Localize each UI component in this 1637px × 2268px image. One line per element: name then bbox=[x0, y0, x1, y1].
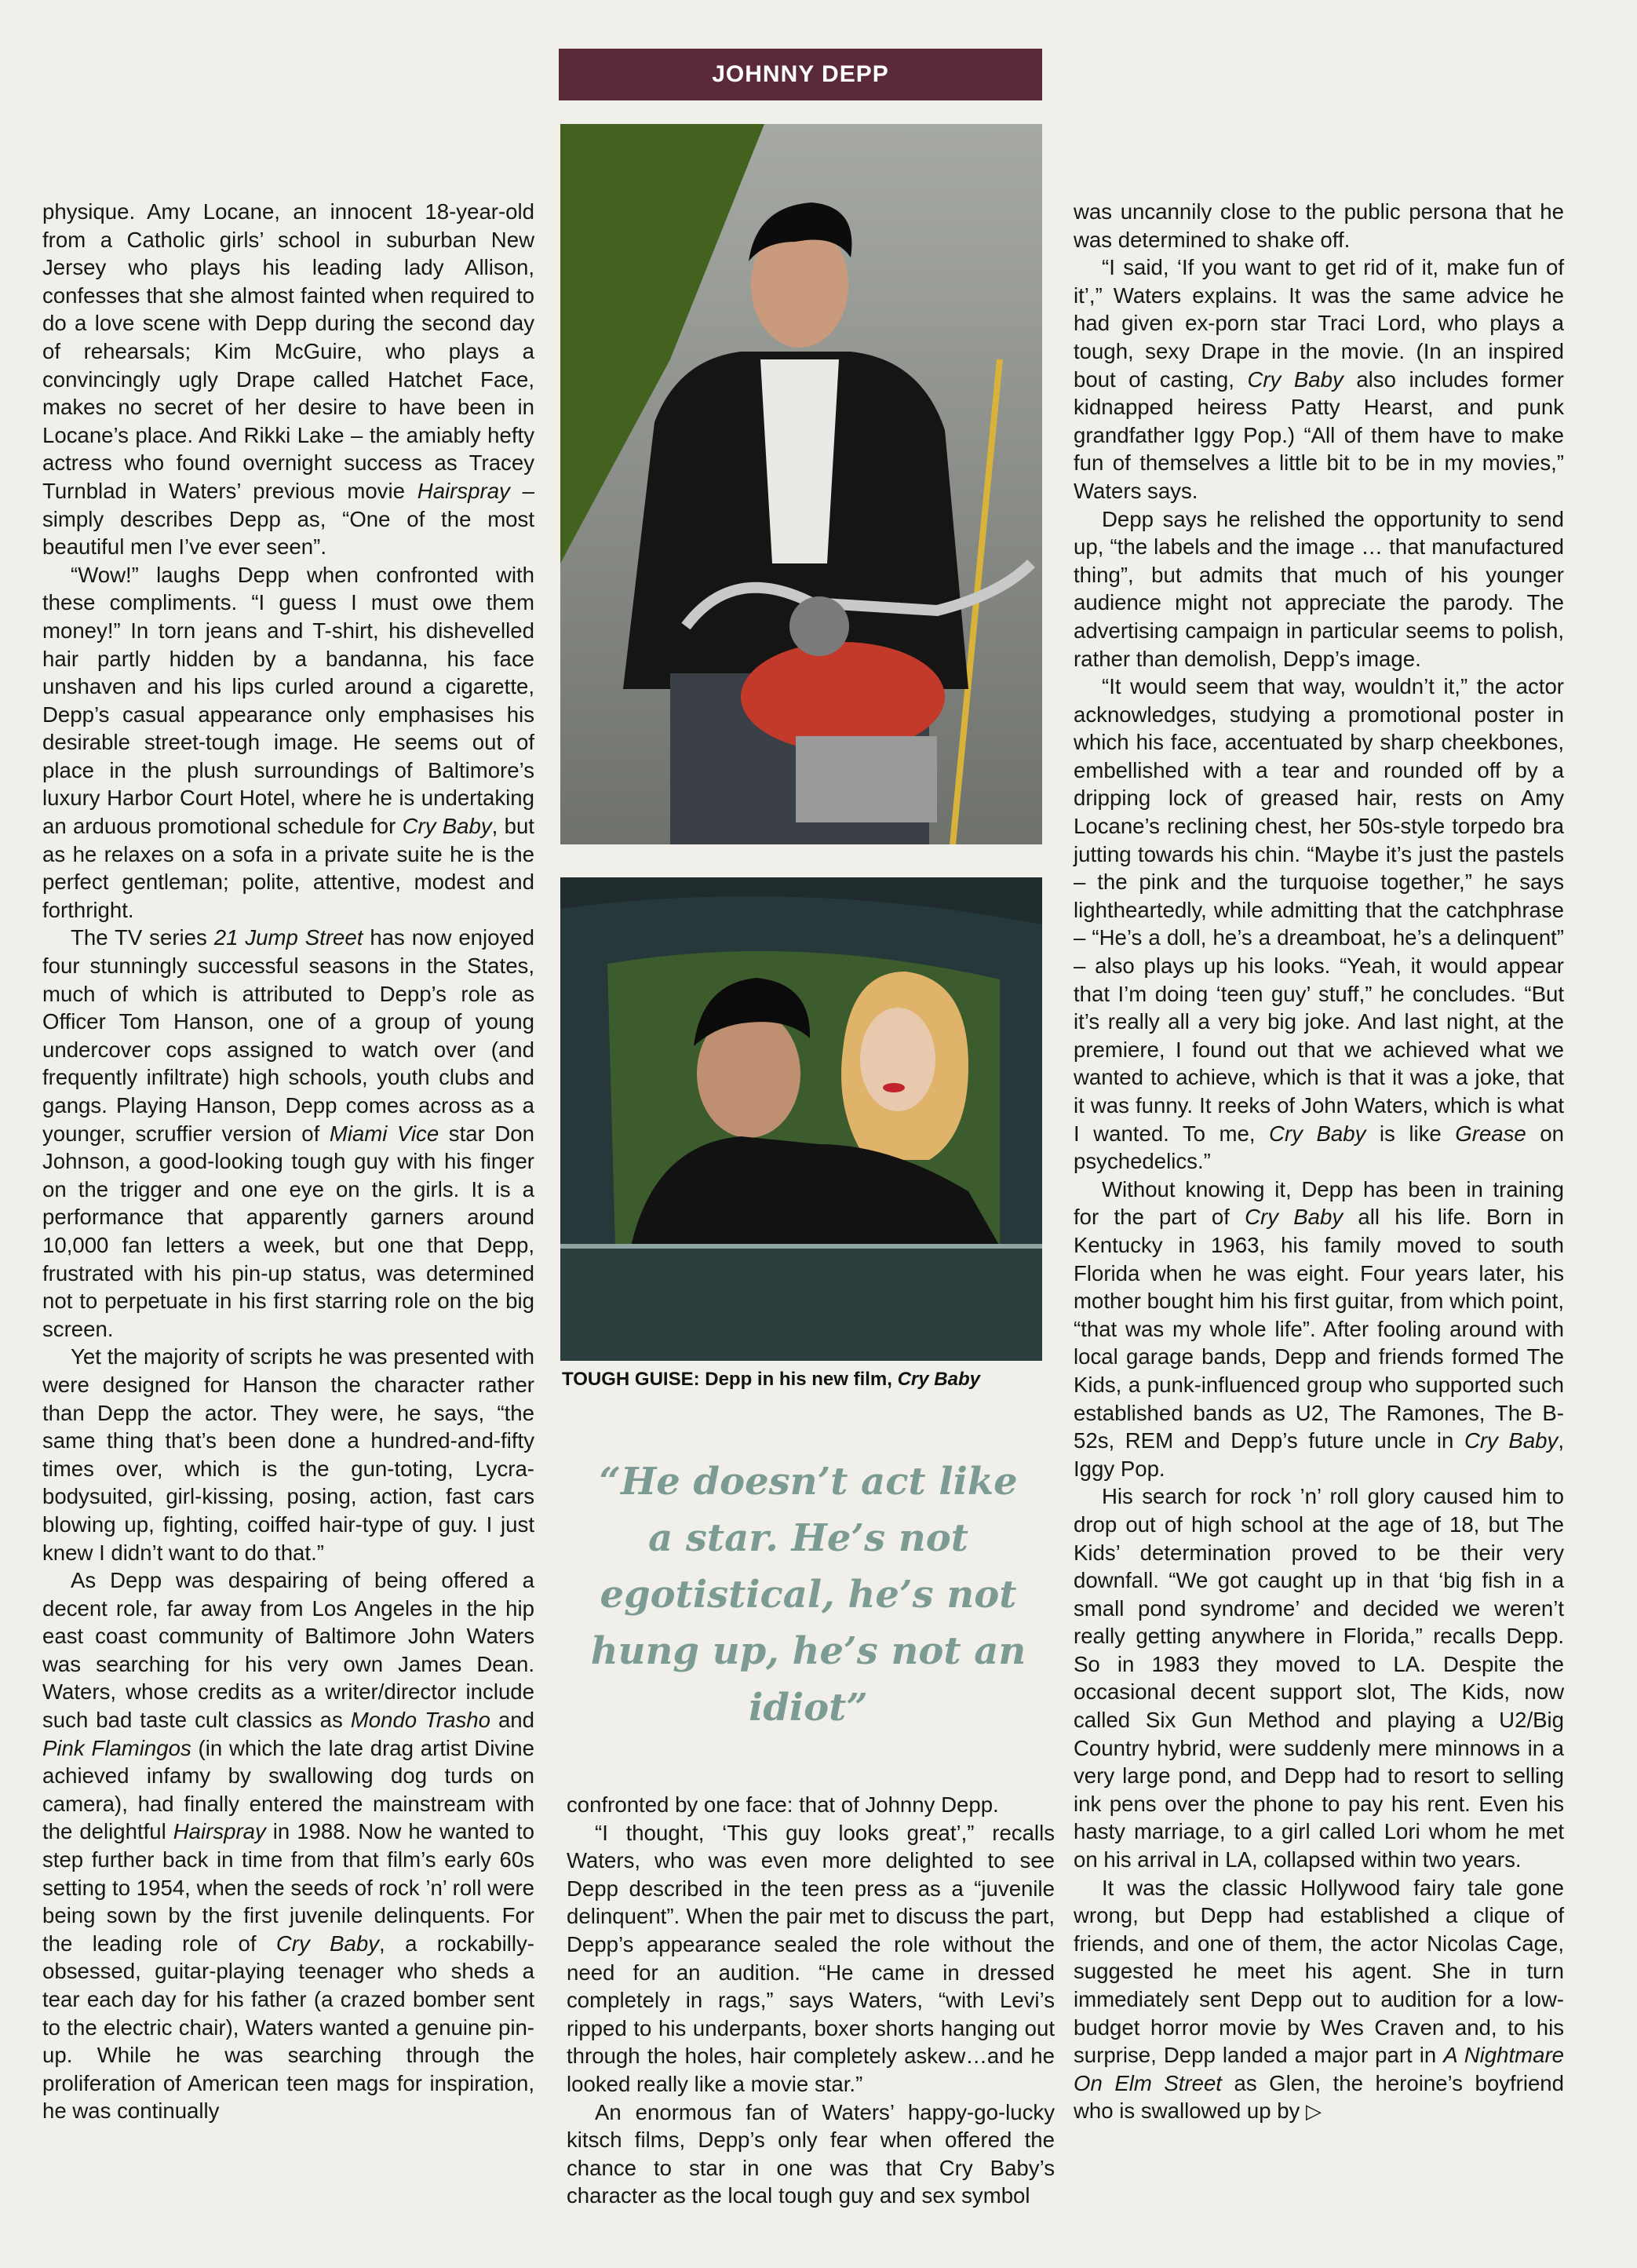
motorcycle-illustration bbox=[560, 124, 1042, 844]
paragraph: was uncannily close to the public persona that he was determined to shake off. bbox=[1074, 199, 1564, 252]
paragraph: Without knowing it, Depp has been in training for the part of Cry Baby all his life. Born in Kentucky in 1963, his family moved to south Florida when he was eight. Four years later, his mother bought him his first guitar, from which point, “that was my whole life”. After fooling around with local garage bands, Depp and friends formed The Kids, a punk-influenced group who supported such established bands as U2, The Ramones, The B-52s, REM and Depp’s future uncle in Cry Baby, Iggy Pop. bbox=[1074, 1176, 1564, 1481]
paragraph: As Depp was despairing of being offered a decent role, far away from Los Angeles in the hip east coast community of Baltimore John Waters was searching for his very own James Dean. Waters, whose credits as a writer/director include such bad taste cult classics as Mondo Trasho and Pink Flamingos (in which the late drag artist Divine achieved infamy by swallowing dog turds on camera), had finally entered the mainstream with the delightful Hairspray in 1988. Now he wanted to step further back in time from that film’s early 60s setting to 1954, when the seeds of rock ’n’ roll were being sown by the first juvenile delinquents. For the leading role of Cry Baby, a rockabilly-obsessed, guitar-playing teenager who sheds a tear each day for his father (a crazed bomber sent to the electric chair), Waters wanted a genuine pin-up. While he was searching through the proliferation of American teen mags for inspiration, he was continually bbox=[42, 1568, 534, 2124]
section-title: JOHNNY DEPP bbox=[712, 61, 889, 87]
car-illustration bbox=[560, 877, 1042, 1361]
paragraph: physique. Amy Locane, an innocent 18-year-old from a Catholic girls’ school in suburban New Jersey who plays his leading lady Allison, confesses that she almost fainted when required to do a love scene with Depp during the second day of rehearsals; Kim McGuire, who plays a convincingly ugly Drape called Hatchet Face, makes no secret of her desire to have been in Locane’s place. And Rikki Lake – the amiably hefty actress who found overnight success as Tracey Turnblad in Waters’ previous movie Hairspray – simply describes Depp as, “One of the most beautiful men I’ve ever seen”. bbox=[42, 199, 534, 560]
paragraph: “It would seem that way, wouldn’t it,” the actor acknowledges, studying a promotional poster in which his face, accentuated by sharp cheekbones, embellished with a tear and rounded off by a dripping lock of greased hair, rests on Amy Locane’s reclining chest, her 50s-style torpedo bra jutting towards his chin. “Maybe it’s just the pastels – the pink and the turquoise together,” he says lightheartedly, while admitting that the catchphrase – “He’s a doll, he’s a dreamboat, he’s a delinquent” – also plays up his looks. “Yeah, it would appear that I’m doing ‘teen guy’ stuff,” he concludes. “But it’s really all a very big joke. And last night, at the premiere, I found out that we achieved what we wanted to achieve, which is that it was a joke, that it was funny. It reeks of John Waters, which is what I wanted. To me, Cry Baby is like Grease on psychedelics.” bbox=[1074, 674, 1564, 1174]
paragraph: Yet the majority of scripts he was presented with were designed for Hanson the character rather than Depp the actor. They were, he says, “the same thing that’s been done a hundred-and-fifty times over, which is the gun-toting, Lycra-bodysuited, girl-kissing, posing, action, fast cars blowing up, fighting, coiffed hair-type of guy. I just knew I didn’t want to do that.” bbox=[42, 1344, 534, 1565]
paragraph: confronted by one face: that of Johnny Depp. bbox=[567, 1792, 999, 1817]
caption-film-title: Cry Baby bbox=[897, 1369, 980, 1390]
paragraph: An enormous fan of Waters’ happy-go-lucky kitsch films, Depp’s only fear when offered the chance to star in one was that Cry Baby’s character as the local tough guy and sex symbol bbox=[567, 2099, 1055, 2208]
paragraph: Depp says he relished the opportunity to send up, “the labels and the image … that manufactured thing”, but admits that much of his younger audience might not appreciate the parody. The advertising campaign in particular seems to polish, rather than demolish, Depp’s image. bbox=[1074, 506, 1564, 671]
caption-label: TOUGH GUISE: Depp in his new film, bbox=[562, 1369, 898, 1390]
photo-caption bbox=[562, 1369, 1048, 1391]
photo-depp-motorcycle bbox=[560, 124, 1042, 844]
paragraph: “Wow!” laughs Depp when confronted with these compliments. “I guess I must owe them money!” In torn jeans and T-shirt, his dishevelled hair partly hidden by a bandanna, his face unshaven and his lips curled around a cigarette, Depp’s casual appearance only emphasises his desirable street-tough image. He seems out of place in the plush surroundings of Baltimore’s luxury Harbor Court Hotel, where he is undertaking an arduous promotional schedule for Cry Baby, but as he relaxes on a sofa in a private suite he is the perfect gentleman; polite, attentive, modest and forthright. bbox=[42, 562, 534, 922]
paragraph: The TV series 21 Jump Street has now enjoyed four stunningly successful seasons in the States, much of which is attributed to Depp’s role as Officer Tom Hanson, one of a group of young undercover cops assigned to watch over (and frequently infiltrate) high schools, youth clubs and gangs. Playing Hanson, Depp comes across as a younger, scruffier version of Miami Vice star Don Johnson, a good-looking tough guy with his finger on the trigger and one eye on the girls. It is a performance that apparently garners around 10,000 fan letters a week, but one that Depp, frustrated with his pin-up status, was determined not to perpetuate in his first starring role on the big screen. bbox=[42, 925, 534, 1341]
pull-quote: “He doesn’t act like a star. He’s not egotistical, he’s not hung up, he’s not an idiot” bbox=[590, 1460, 1026, 1730]
article-column-middle bbox=[567, 1791, 1055, 2210]
continue-arrow-icon: ▷ bbox=[1306, 2099, 1322, 2124]
paragraph: “I said, ‘If you want to get rid of it, make fun of it’,” Waters explains. It was the same advice he had given ex-porn star Traci Lord, who plays a tough, sexy Drape in the movie. (In an inspired bout of casting, Cry Baby also includes former kidnapped heiress Patty Hearst, and punk grandfather Iggy Pop.) “All of them have to make fun of themselves a little bit to be in my movies,” Waters says. bbox=[1074, 255, 1564, 503]
article-column-right bbox=[1074, 198, 1564, 2126]
section-header bbox=[559, 49, 1042, 100]
paragraph: “I thought, ‘This guy looks great’,” recalls Waters, who was even more delighted to see Depp described in the teen press as a “juvenile delinquent”. When the pair met to discuss the part, Depp’s appearance sealed the role without the need for an audition. “He came in dressed completely in rags,” says Waters, “with Levi’s ripped to his underpants, boxer shorts hanging out through the holes, hair completely askew…and he looked really like a movie star.” bbox=[567, 1820, 1055, 2096]
photo-depp-car bbox=[560, 877, 1042, 1361]
paragraph: His search for rock ’n’ roll glory caused him to drop out of high school at the age of 18, but The Kids’ determination proved to be their very downfall. “We got caught up in that ‘big fish in a small pond syndrome’ and decided we weren’t really getting anywhere in Florida,” recalls Depp. So in 1983 they moved to LA. Despite the occasional decent support slot, The Kids, now called Six Gun Method and playing a U2/Big Country hybrid, were suddenly mere minnows in a very large pond, and Depp had to resort to selling ink pens over the phone to pay his rent. Even his hasty marriage, to a girl called Lori whom he met on his arrival in LA, collapsed within two years. bbox=[1074, 1484, 1564, 1872]
paragraph: It was the classic Hollywood fairy tale gone wrong, but Depp had established a clique of friends, and one of them, the actor Nicolas Cage, suggested he meet his agent. She in turn immediately sent Depp out to audition for a low-budget horror movie by Wes Craven and, to his surprise, Depp landed a major part in A Nightmare On Elm Street as Glen, the heroine’s boyfriend who is swallowed up by ▷ bbox=[1074, 1875, 1564, 2124]
article-column-left bbox=[42, 198, 534, 2227]
